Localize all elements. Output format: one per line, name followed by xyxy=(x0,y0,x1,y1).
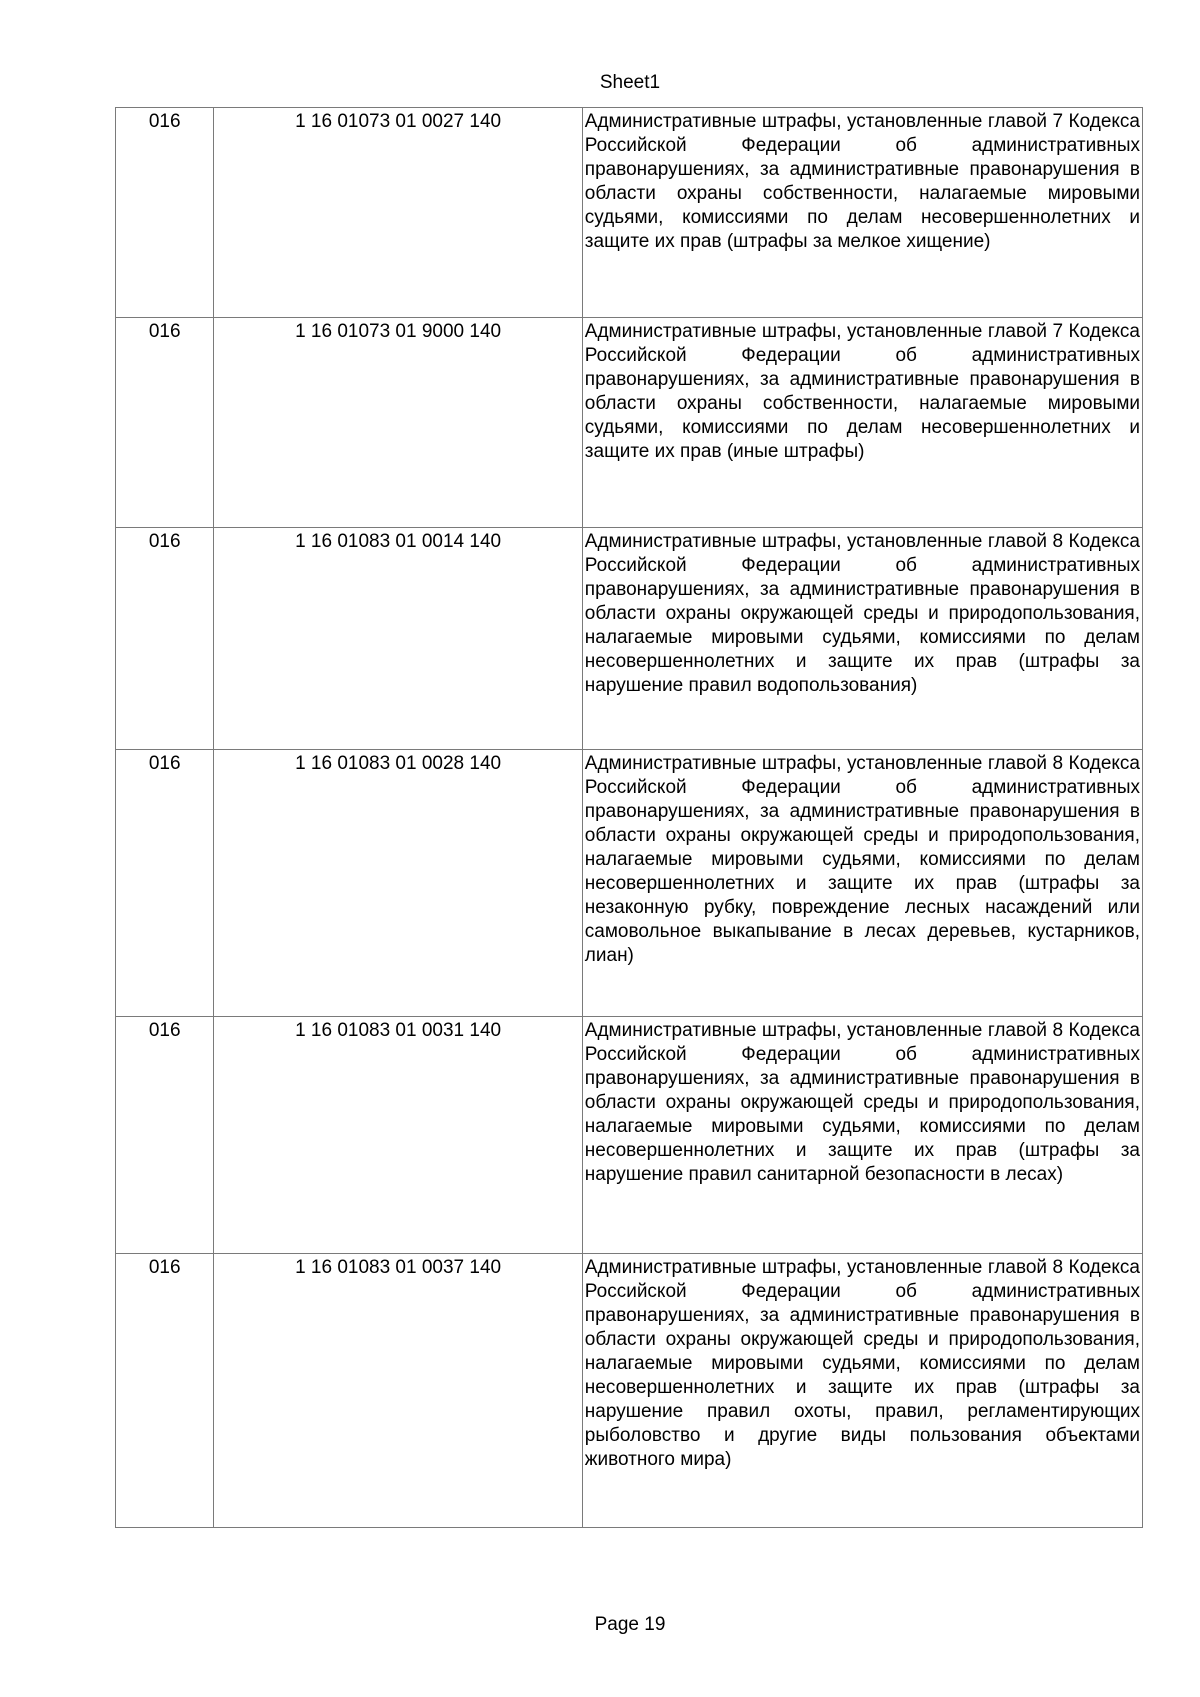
description-cell: Административные штрафы, установленные главой 8 Кодекса Российской Федерации об административных правонарушениях, за административные правонарушения в области охраны окружающей среды и природопользования, налагаемые мировыми судьями, комиссиями по делам несовершеннолетних и защите их прав (штрафы за нарушение правил охоты, правил, регламентирующих рыболовство и другие виды пользования объектами животного мира) xyxy=(582,1254,1142,1528)
table-row xyxy=(116,1017,1143,1254)
budget-code-cell: 1 16 01083 01 0031 140 xyxy=(214,1017,582,1254)
admin-code-cell: 016 xyxy=(116,108,214,318)
description-cell: Административные штрафы, установленные главой 7 Кодекса Российской Федерации об административных правонарушениях, за административные правонарушения в области охраны собственности, налагаемые мировыми судьями, комиссиями по делам несовершеннолетних и защите их прав (иные штрафы) xyxy=(582,318,1142,528)
page-number: Page 19 xyxy=(594,1614,666,1635)
sheet-title: Sheet1 xyxy=(599,72,661,93)
budget-code-cell: 1 16 01083 01 0037 140 xyxy=(214,1254,582,1528)
revenue-codes-table xyxy=(115,107,1143,1528)
table-row xyxy=(116,108,1143,318)
admin-code-cell: 016 xyxy=(116,750,214,1017)
budget-code-cell: 1 16 01073 01 0027 140 xyxy=(214,108,582,318)
table-row xyxy=(116,750,1143,1017)
budget-code-cell: 1 16 01073 01 9000 140 xyxy=(214,318,582,528)
description-cell: Административные штрафы, установленные главой 7 Кодекса Российской Федерации об административных правонарушениях, за административные правонарушения в области охраны собственности, налагаемые мировыми судьями, комиссиями по делам несовершеннолетних и защите их прав (штрафы за мелкое хищение) xyxy=(582,108,1142,318)
description-cell: Административные штрафы, установленные главой 8 Кодекса Российской Федерации об административных правонарушениях, за административные правонарушения в области охраны окружающей среды и природопользования, налагаемые мировыми судьями, комиссиями по делам несовершеннолетних и защите их прав (штрафы за незаконную рубку, повреждение лесных насаждений или самовольное выкапывание в лесах деревьев, кустарников, лиан) xyxy=(582,750,1142,1017)
admin-code-cell: 016 xyxy=(116,1017,214,1254)
description-cell: Административные штрафы, установленные главой 8 Кодекса Российской Федерации об административных правонарушениях, за административные правонарушения в области охраны окружающей среды и природопользования, налагаемые мировыми судьями, комиссиями по делам несовершеннолетних и защите их прав (штрафы за нарушение правил водопользования) xyxy=(582,528,1142,750)
table-row xyxy=(116,528,1143,750)
table-row xyxy=(116,1254,1143,1528)
budget-code-cell: 1 16 01083 01 0028 140 xyxy=(214,750,582,1017)
admin-code-cell: 016 xyxy=(116,318,214,528)
description-cell: Административные штрафы, установленные главой 8 Кодекса Российской Федерации об административных правонарушениях, за административные правонарушения в области охраны окружающей среды и природопользования, налагаемые мировыми судьями, комиссиями по делам несовершеннолетних и защите их прав (штрафы за нарушение правил санитарной безопасности в лесах) xyxy=(582,1017,1142,1254)
table-row xyxy=(116,318,1143,528)
budget-code-cell: 1 16 01083 01 0014 140 xyxy=(214,528,582,750)
admin-code-cell: 016 xyxy=(116,1254,214,1528)
admin-code-cell: 016 xyxy=(116,528,214,750)
